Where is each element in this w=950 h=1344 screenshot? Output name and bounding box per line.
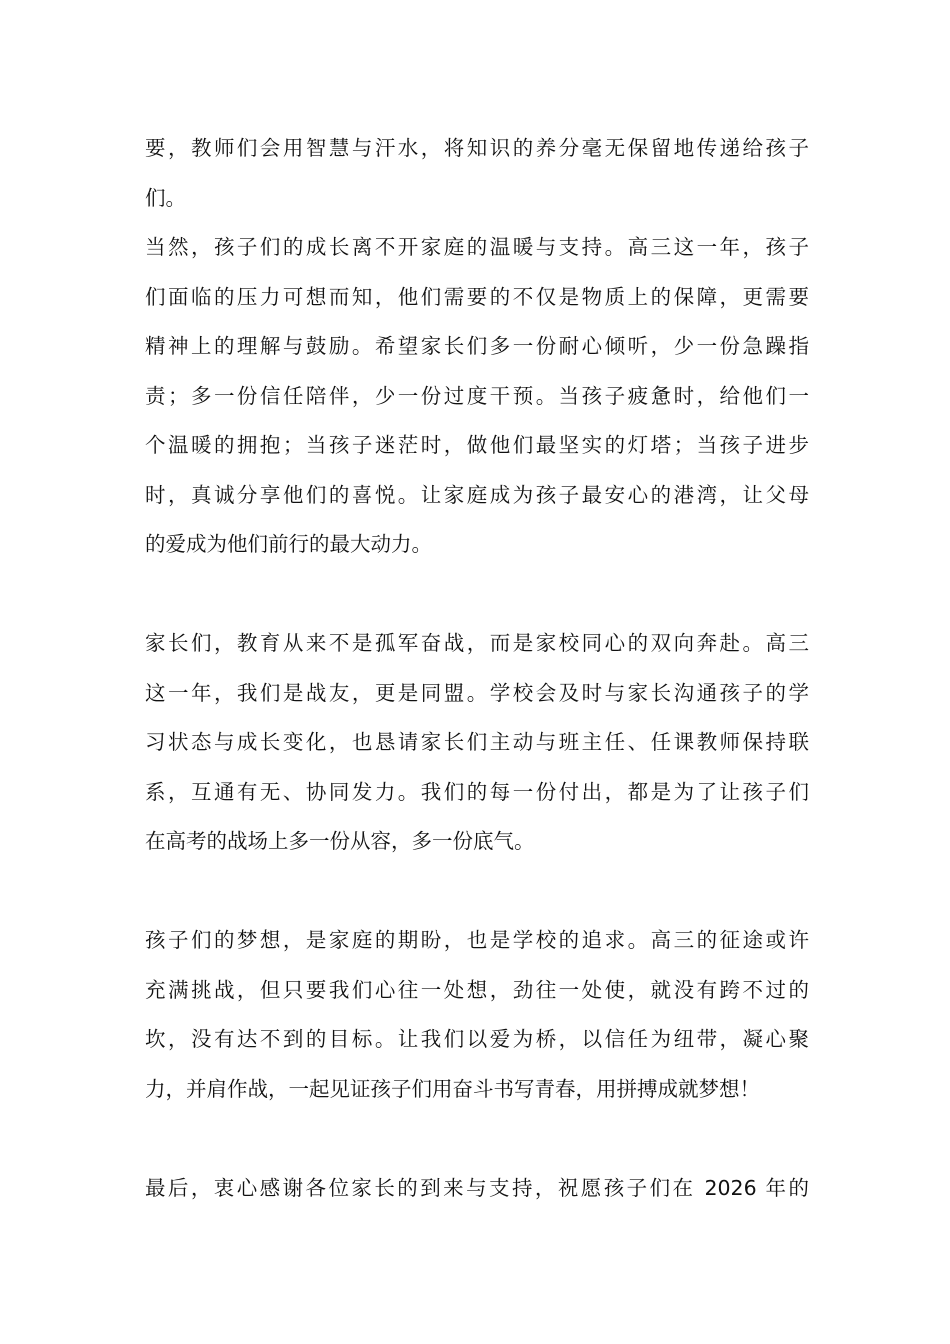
- document-body: [145, 132, 809, 1221]
- text-line: 家长们，教育从来不是孤军奋战，而是家校同心的双向奔赴。高三: [145, 631, 809, 655]
- text-line: 们。: [145, 185, 186, 210]
- text-line: 的爱成为他们前行的最大动力。: [145, 532, 432, 556]
- text-line: 要，教师们会用智慧与汗水，将知识的养分毫无保留地传递给孩子: [145, 136, 809, 160]
- text-line: 责；多一份信任陪伴，少一份过度干预。当孩子疲惫时，给他们一: [145, 383, 809, 408]
- paragraph: [145, 924, 809, 1106]
- paragraph-spacer: [145, 1122, 809, 1172]
- text-line: 习状态与成长变化，也恳请家长们主动与班主任、任课教师保持联: [145, 730, 809, 754]
- paragraph: [145, 132, 809, 215]
- text-line: 孩子们的梦想，是家庭的期盼，也是学校的追求。高三的征途或许: [145, 928, 809, 952]
- paragraph: [145, 231, 809, 561]
- text-line: 力，并肩作战，一起见证孩子们用奋斗书写青春，用拼搏成就梦想！: [145, 1076, 760, 1101]
- text-line: 最后，衷心感谢各位家长的到来与支持，祝愿孩子们在 2026 年的: [145, 1175, 809, 1200]
- text-line: 当然，孩子们的成长离不开家庭的温暖与支持。高三这一年，孩子: [145, 235, 809, 259]
- paragraph: [145, 627, 809, 858]
- text-line: 在高考的战场上多一份从容，多一份底气。: [145, 829, 535, 853]
- text-line: 充满挑战，但只要我们心往一处想，劲往一处使，就没有跨不过的: [145, 977, 809, 1002]
- text-line: 坎，没有达不到的目标。让我们以爱为桥，以信任为纽带，凝心聚: [145, 1027, 809, 1051]
- text-line: 精神上的理解与鼓励。希望家长们多一份耐心倾听，少一份急躁指: [145, 334, 809, 358]
- text-line: 们面临的压力可想而知，他们需要的不仅是物质上的保障，更需要: [145, 284, 809, 309]
- text-line: 个温暖的拥抱；当孩子迷茫时，做他们最坚实的灯塔；当孩子进步: [145, 433, 809, 457]
- paragraph: [145, 1172, 809, 1205]
- paragraph-spacer: [145, 875, 809, 925]
- text-line: 系，互通有无、协同发力。我们的每一份付出，都是为了让孩子们: [145, 779, 809, 804]
- text-line: 时，真诚分享他们的喜悦。让家庭成为孩子最安心的港湾，让父母: [145, 482, 809, 507]
- text-line: 这一年，我们是战友，更是同盟。学校会及时与家长沟通孩子的学: [145, 680, 809, 705]
- paragraph-spacer: [145, 578, 809, 628]
